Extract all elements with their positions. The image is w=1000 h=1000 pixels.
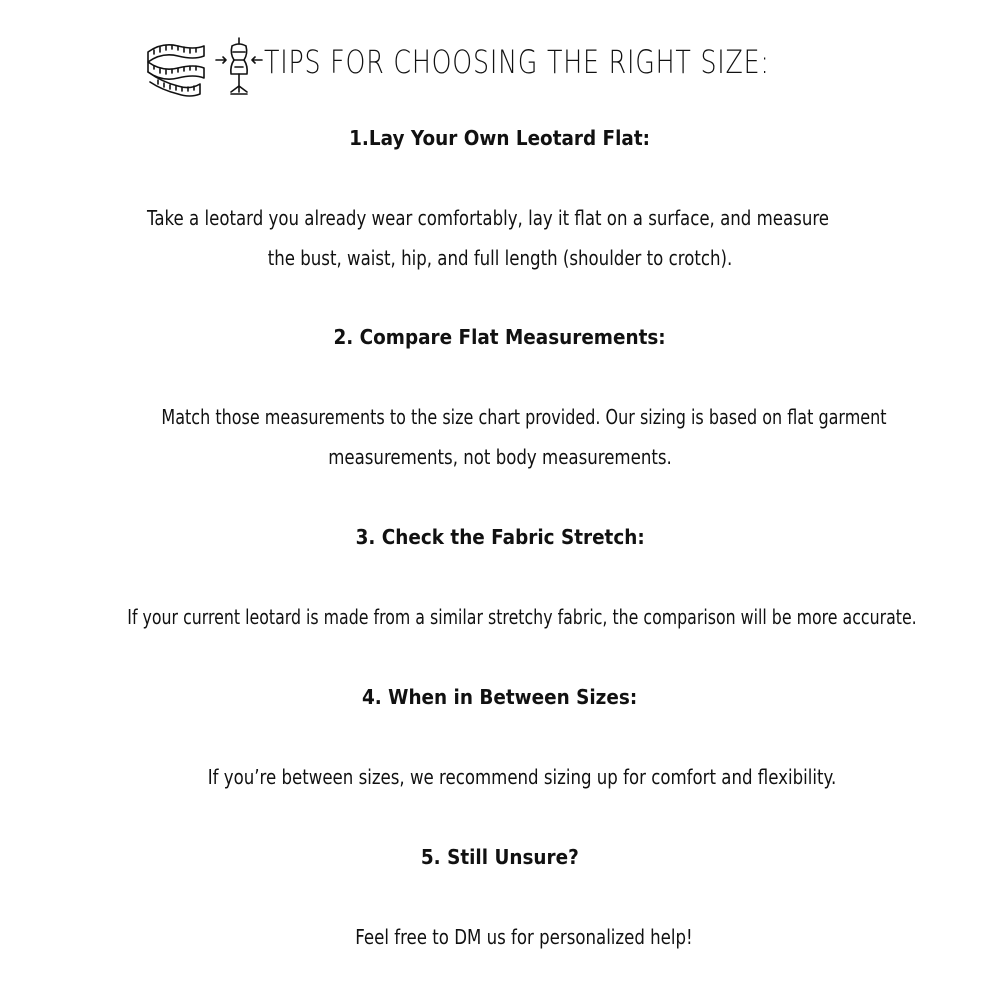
dress-form-icon	[214, 36, 264, 98]
tip-heading-3: 3. Check the Fabric Stretch:	[355, 525, 645, 549]
tip-line: measurements, not body measurements.	[328, 445, 672, 469]
tip-line: Match those measurements to the size chart provided. Our sizing is based on flat garment	[161, 405, 887, 429]
tip-heading-4: 4. When in Between Sizes:	[362, 685, 638, 709]
tip-line: Feel free to DM us for personalized help!	[355, 925, 693, 949]
tip-heading-5: 5. Still Unsure?	[421, 845, 579, 869]
tip-text-4	[0, 757, 1000, 797]
tip-line: the bust, waist, hip, and full length (shoulder to crotch).	[267, 246, 733, 270]
tip-text-2	[0, 397, 1000, 477]
measuring-tape-icon	[144, 38, 208, 98]
tip-text-5	[0, 917, 1000, 957]
page-title: TIPS FOR CHOOSING THE RIGHT SIZE:	[264, 43, 770, 81]
tip-line: Take a leotard you already wear comfortably, lay it flat on a surface, and measure	[146, 206, 830, 230]
tip-heading-1: 1.Lay Your Own Leotard Flat:	[349, 126, 651, 150]
header	[140, 32, 840, 106]
tip-text-3	[0, 597, 1000, 637]
tip-heading-2: 2. Compare Flat Measurements:	[333, 325, 667, 349]
tip-line: If your current leotard is made from a similar stretchy fabric, the comparison will be more accurate.	[127, 605, 917, 629]
tip-line: If you’re between sizes, we recommend sizing up for comfort and flexibility.	[207, 765, 837, 789]
tip-text-1	[0, 198, 1000, 278]
